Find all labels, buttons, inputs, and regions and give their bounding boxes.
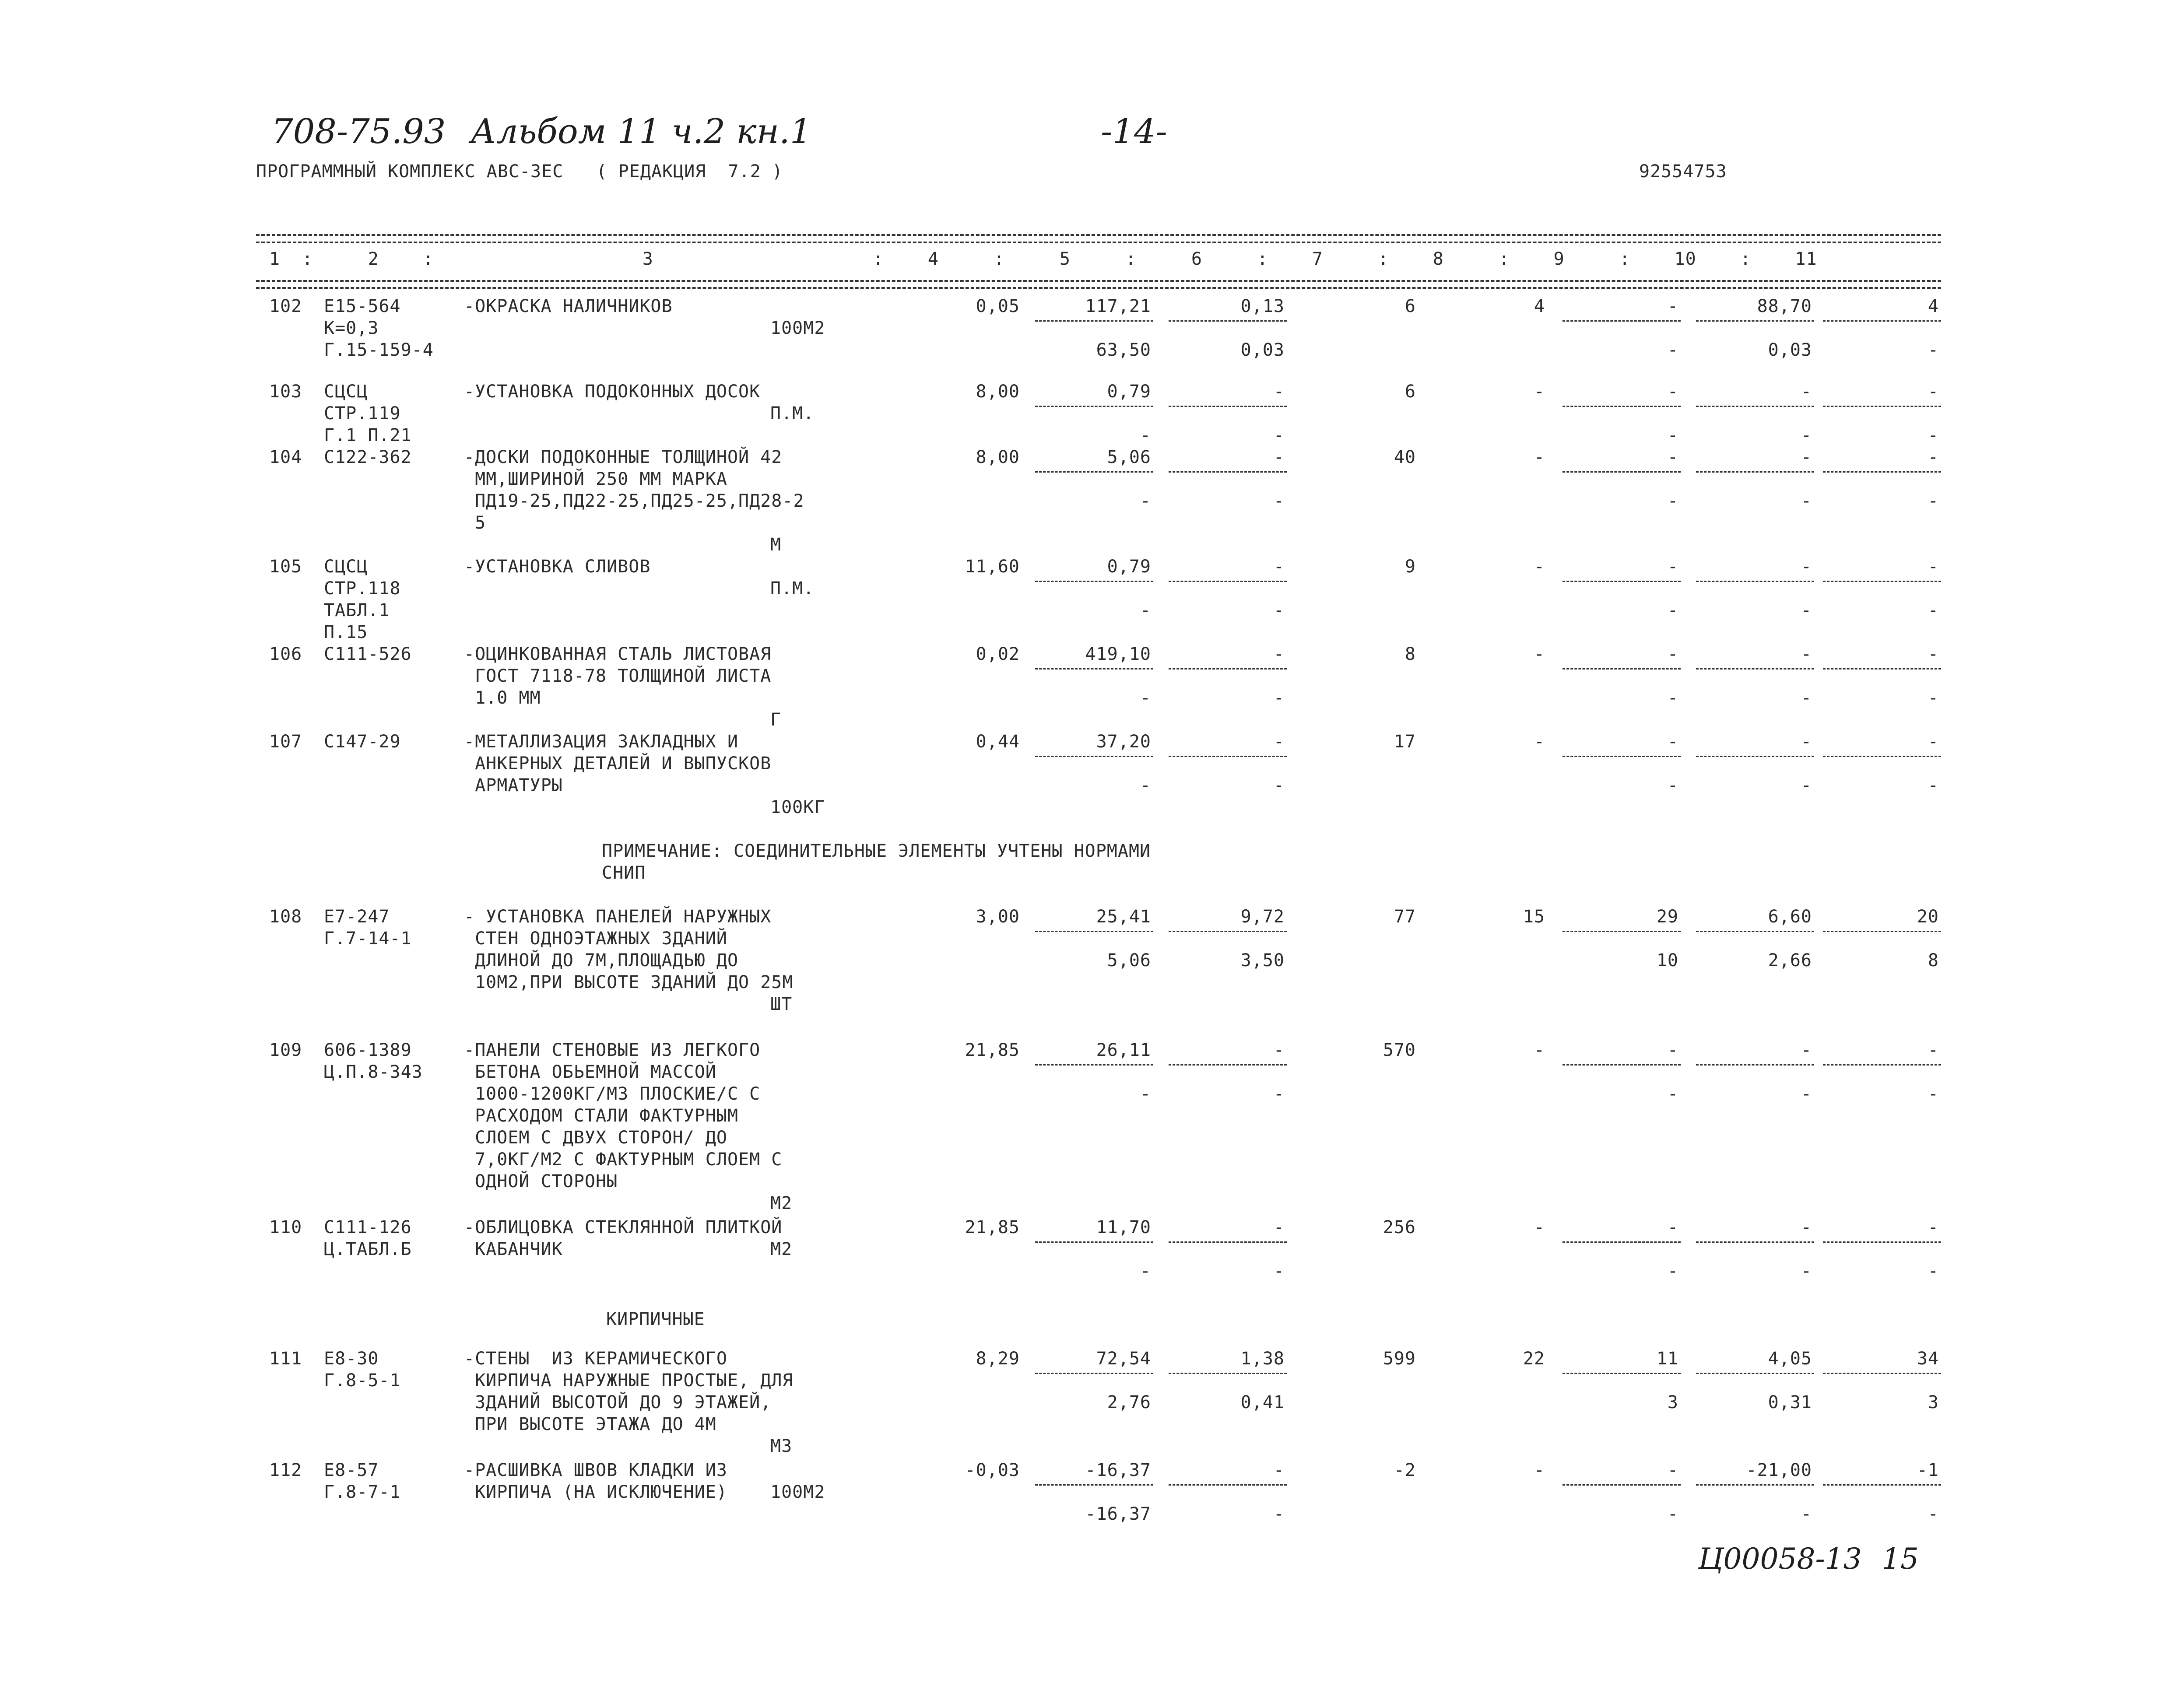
row-description: ЗДАНИЙ ВЫСОТОЙ ДО 9 ЭТАЖЕЙ, [464,1392,772,1413]
col6-value-2: 3,50 [1240,950,1285,971]
col10-separator [1696,756,1814,757]
col5-separator [1035,406,1153,407]
col11-separator [1823,1484,1941,1486]
col9-value: - [1667,1040,1678,1060]
row-code: С147-29 [324,732,401,752]
col10-value: 4,05 [1768,1349,1812,1369]
row-code: Г.8-7-1 [324,1482,401,1502]
col6-value: 1,38 [1240,1349,1285,1369]
row-number: 111 [269,1349,302,1369]
col6-separator [1169,1241,1287,1243]
col10-value-2: - [1801,1261,1812,1281]
col5-separator [1035,581,1153,582]
col10-value: - [1801,644,1812,664]
col6-separator [1169,668,1287,669]
col9-value: - [1667,382,1678,402]
note-text: СНИП [602,863,646,883]
col5-value: -16,37 [1085,1460,1151,1480]
row-number: 110 [269,1217,302,1237]
col6-value: - [1273,1460,1285,1480]
col7-value: 77 [1394,907,1416,927]
col9-value: - [1667,296,1678,316]
col6-value: - [1273,447,1285,467]
col9-value: 29 [1656,907,1678,927]
row-description: 7,0КГ/М2 С ФАКТУРНЫМ СЛОЕМ С [464,1150,783,1170]
col5-separator [1035,931,1153,932]
col5-value: 419,10 [1085,644,1151,664]
col6-value-2: - [1273,425,1285,445]
col11-value: - [1928,732,1939,752]
col9-value: - [1667,447,1678,467]
row-description: ОДНОЙ СТОРОНЫ [464,1171,618,1192]
col10-value-2: - [1801,491,1812,511]
col6-value-2: - [1273,1084,1285,1104]
col9-separator [1563,1241,1681,1243]
page-number: -14- [1101,112,1167,151]
row-code: С111-126 [324,1217,412,1237]
col8-value: 15 [1523,907,1545,927]
row-code: Ц.ТАБЛ.Б [324,1239,412,1259]
col10-value-2: - [1801,425,1812,445]
col9-separator [1563,471,1681,473]
row-number: 103 [269,382,302,402]
col9-value-2: 3 [1667,1392,1678,1413]
row-description: АРМАТУРЫ [464,775,563,796]
col5-separator [1035,756,1153,757]
col5-separator [1035,1241,1153,1243]
col6-value-2: 0,03 [1240,340,1285,360]
col7-value: 6 [1405,296,1416,316]
col10-value: - [1801,732,1812,752]
row-number: 108 [269,907,302,927]
col5-value-2: -16,37 [1085,1504,1151,1524]
col11-separator [1823,471,1941,473]
row-description: 10М2,ПРИ ВЫСОТЕ ЗДАНИЙ ДО 25М [464,972,794,992]
handwritten-stamp: Ц00058-13 [1698,1542,1862,1576]
col9-separator [1563,1064,1681,1066]
col6-separator [1169,320,1287,322]
col5-value: 0,79 [1107,382,1151,402]
col9-value-2: - [1667,340,1678,360]
col7-value: 6 [1405,382,1416,402]
col10-value: 6,60 [1768,907,1812,927]
row-code: СТР.118 [324,578,401,599]
col4-value: 8,00 [976,382,1020,402]
col9-value-2: - [1667,491,1678,511]
col10-separator [1696,1484,1814,1486]
row-description: -ПАНЕЛИ СТЕНОВЫЕ ИЗ ЛЕГКОГО [464,1040,761,1060]
col5-value-2: - [1140,688,1151,708]
col5-value-2: 5,06 [1107,950,1151,971]
col5-value: 11,70 [1096,1217,1151,1237]
col5-value-2: - [1140,1084,1151,1104]
col10-separator [1696,471,1814,473]
row-description: 1.0 ММ [464,688,541,708]
row-code: Г.1 П.21 [324,425,412,445]
col6-value: - [1273,1040,1285,1060]
col10-separator [1696,1241,1814,1243]
col11-value-2: - [1928,600,1939,620]
col11-value: - [1928,1040,1939,1060]
col5-separator [1035,1373,1153,1374]
col11-value-2: - [1928,1084,1939,1104]
col5-value: 0,79 [1107,557,1151,577]
col5-separator [1035,320,1153,322]
col5-separator [1035,1484,1153,1486]
handwritten-page: 15 [1882,1542,1919,1576]
section-title: КИРПИЧНЫЕ [606,1309,705,1329]
col5-value: 117,21 [1085,296,1151,316]
row-description: СТЕН ОДНОЭТАЖНЫХ ЗДАНИЙ [464,929,727,949]
row-description: -ОБЛИЦОВКА СТЕКЛЯННОЙ ПЛИТКОЙ [464,1217,783,1237]
row-number: 107 [269,732,302,752]
row-description: БЕТОНА ОБЬЕМНОЙ МАССОЙ [464,1062,716,1082]
col10-separator [1696,320,1814,322]
col5-separator [1035,471,1153,473]
col10-value: - [1801,1040,1812,1060]
col10-separator [1696,406,1814,407]
col6-value: - [1273,1217,1285,1237]
row-number: 112 [269,1460,302,1480]
col5-value-2: - [1140,491,1151,511]
col11-separator [1823,668,1941,669]
row-unit: М3 [770,1436,793,1456]
col4-value: 21,85 [965,1040,1020,1060]
col5-value-2: - [1140,600,1151,620]
col10-value: - [1801,557,1812,577]
row-unit: П.М. [770,578,815,599]
row-description: КИРПИЧА НАРУЖНЫЕ ПРОСТЫЕ, ДЛЯ [464,1371,794,1391]
row-description: -ОКРАСКА НАЛИЧНИКОВ [464,296,673,316]
row-code: П.15 [324,622,368,642]
row-description: -МЕТАЛЛИЗАЦИЯ ЗАКЛАДНЫХ И [464,732,739,752]
col9-separator [1563,931,1681,932]
col10-value-2: - [1801,688,1812,708]
col11-value: 20 [1917,907,1939,927]
col9-value-2: - [1667,600,1678,620]
col7-value: 599 [1383,1349,1416,1369]
col6-value: - [1273,644,1285,664]
col11-value: - [1928,1217,1939,1237]
row-description: ММ,ШИРИНОЙ 250 ММ МАРКА [464,469,727,489]
row-unit: М2 [770,1239,793,1259]
col10-separator [1696,1373,1814,1374]
col8-value: - [1534,557,1545,577]
row-code: Е8-57 [324,1460,379,1480]
col10-value-2: 2,66 [1768,950,1812,971]
col6-value-2: - [1273,600,1285,620]
row-code: С111-526 [324,644,412,664]
row-code: Г.15-159-4 [324,340,434,360]
col7-value: 570 [1383,1040,1416,1060]
row-description: КИРПИЧА (НА ИСКЛЮЧЕНИЕ) [464,1482,727,1502]
col8-value: - [1534,447,1545,467]
col4-value: 0,44 [976,732,1020,752]
col9-separator [1563,406,1681,407]
col11-separator [1823,581,1941,582]
col4-value: 21,85 [965,1217,1020,1237]
col9-value-2: - [1667,688,1678,708]
col4-value: 0,05 [976,296,1020,316]
col6-value: 9,72 [1240,907,1285,927]
row-code: 606-1389 [324,1040,412,1060]
row-number: 106 [269,644,302,664]
col6-value-2: - [1273,688,1285,708]
row-description: -ДОСКИ ПОДОКОННЫЕ ТОЛЩИНОЙ 42 [464,447,783,467]
row-unit: 100М2 [770,318,825,338]
col9-value-2: - [1667,1261,1678,1281]
col8-value: - [1534,1217,1545,1237]
col9-value-2: 10 [1656,950,1678,971]
handwritten-album: Альбом 11 ч.2 кн.1 [471,112,812,151]
col10-value: - [1801,1217,1812,1237]
note-text: ПРИМЕЧАНИЕ: СОЕДИНИТЕЛЬНЫЕ ЭЛЕМЕНТЫ УЧТЕНЫ НОРМАМИ [602,841,1151,861]
row-description: -РАСШИВКА ШВОВ КЛАДКИ ИЗ [464,1460,727,1480]
row-code: Е7-247 [324,907,390,927]
col7-value: 8 [1405,644,1416,664]
col9-separator [1563,1484,1681,1486]
col9-separator [1563,1373,1681,1374]
col5-separator [1035,1064,1153,1066]
col8-value: - [1534,732,1545,752]
col4-value: 8,29 [976,1349,1020,1369]
col6-value: 0,13 [1240,296,1285,316]
row-description: 5 [464,513,486,533]
row-description: ПРИ ВЫСОТЕ ЭТАЖА ДО 4М [464,1414,716,1434]
col6-value-2: - [1273,1504,1285,1524]
handwritten-code: 708-75.93 [271,112,446,151]
row-code: Г.8-5-1 [324,1371,401,1391]
col11-value: 34 [1917,1349,1939,1369]
col9-value: - [1667,557,1678,577]
row-description: КАБАНЧИК [464,1239,563,1259]
row-unit: П.М. [770,403,815,424]
col6-separator [1169,581,1287,582]
col10-value: - [1801,382,1812,402]
col9-value: 11 [1656,1349,1678,1369]
col9-value: - [1667,732,1678,752]
col10-separator [1696,668,1814,669]
row-description: ДЛИНОЙ ДО 7М,ПЛОЩАДЬЮ ДО [464,950,739,971]
col9-value: - [1667,1460,1678,1480]
col6-value: - [1273,732,1285,752]
col5-value: 37,20 [1096,732,1151,752]
col11-separator [1823,1373,1941,1374]
col10-value-2: - [1801,1504,1812,1524]
row-code: Е8-30 [324,1349,379,1369]
col10-value: 88,70 [1757,296,1812,316]
col6-separator [1169,471,1287,473]
col6-value-2: - [1273,491,1285,511]
col10-value-2: 0,03 [1768,340,1812,360]
row-code: Е15-564 [324,296,401,316]
col8-value: - [1534,1040,1545,1060]
row-code: Г.7-14-1 [324,929,412,949]
table-top-line-2 [256,242,1941,243]
row-number: 105 [269,557,302,577]
col11-value: - [1928,557,1939,577]
col4-value: 0,02 [976,644,1020,664]
col11-separator [1823,1241,1941,1243]
col7-value: -2 [1394,1460,1416,1480]
row-unit: М2 [770,1193,793,1213]
col5-value-2: - [1140,775,1151,796]
col7-value: 256 [1383,1217,1416,1237]
table-top-line [256,234,1941,236]
col6-separator [1169,1064,1287,1066]
col7-value: 17 [1394,732,1416,752]
row-description: РАСХОДОМ СТАЛИ ФАКТУРНЫМ [464,1106,739,1126]
col6-value-2: - [1273,1261,1285,1281]
row-code: СЦСЦ [324,557,368,577]
col9-value: - [1667,1217,1678,1237]
row-description: АНКЕРНЫХ ДЕТАЛЕЙ И ВЫПУСКОВ [464,754,772,774]
col5-value: 72,54 [1096,1349,1151,1369]
col8-value: - [1534,644,1545,664]
row-description: СЛОЕМ С ДВУХ СТОРОН/ ДО [464,1128,727,1148]
col11-separator [1823,320,1941,322]
col5-value: 26,11 [1096,1040,1151,1060]
col11-value-2: - [1928,688,1939,708]
col9-separator [1563,756,1681,757]
col5-value: 5,06 [1107,447,1151,467]
col8-value: - [1534,1460,1545,1480]
col4-value: 3,00 [976,907,1020,927]
col5-value: 25,41 [1096,907,1151,927]
col11-value-2: - [1928,1261,1939,1281]
row-description: - УСТАНОВКА ПАНЕЛЕЙ НАРУЖНЫХ [464,907,772,927]
col5-value-2: 63,50 [1096,340,1151,360]
col11-value: - [1928,382,1939,402]
col6-separator [1169,1484,1287,1486]
col6-separator [1169,1373,1287,1374]
row-unit: Г [770,710,782,730]
row-description: -ОЦИНКОВАННАЯ СТАЛЬ ЛИСТОВАЯ [464,644,772,664]
row-unit: ШТ [770,994,793,1014]
col10-value-2: - [1801,1084,1812,1104]
program-line: ПРОГРАММНЫЙ КОМПЛЕКС АВС-3ЕС ( РЕДАКЦИЯ 7.2 ) [256,161,783,182]
col6-value-2: 0,41 [1240,1392,1285,1413]
col10-value: - [1801,447,1812,467]
col9-separator [1563,668,1681,669]
col7-value: 40 [1394,447,1416,467]
col4-value: 11,60 [965,557,1020,577]
header-bottom-line [256,280,1941,282]
col5-value-2: - [1140,425,1151,445]
col10-separator [1696,581,1814,582]
col6-separator [1169,756,1287,757]
col11-separator [1823,406,1941,407]
row-description: ПД19-25,ПД22-25,ПД25-25,ПД28-2 [464,491,804,511]
col6-value-2: - [1273,775,1285,796]
col5-separator [1035,668,1153,669]
col9-value-2: - [1667,1504,1678,1524]
doc-number: 92554753 [1639,161,1727,182]
row-code: К=0,3 [324,318,379,338]
col11-value-2: - [1928,1504,1939,1524]
col10-value-2: 0,31 [1768,1392,1812,1413]
col7-value: 9 [1405,557,1416,577]
row-unit: М [770,535,782,555]
col9-value: - [1667,644,1678,664]
row-unit: 100М2 [770,1482,825,1502]
row-code: ТАБЛ.1 [324,600,390,620]
col11-value: - [1928,447,1939,467]
column-header-row: 1 : 2 : 3 : 4 : 5 : 6 : 7 : 8 : 9 : 10 : 11 [269,249,1817,269]
row-description: -СТЕНЫ ИЗ КЕРАМИЧЕСКОГО [464,1349,727,1369]
col11-separator [1823,931,1941,932]
header-bottom-line-2 [256,287,1941,289]
row-description: 1000-1200КГ/М3 ПЛОСКИЕ/С С [464,1084,761,1104]
row-description: ГОСТ 7118-78 ТОЛЩИНОЙ ЛИСТА [464,666,772,686]
row-number: 102 [269,296,302,316]
col11-value-2: - [1928,425,1939,445]
row-description: -УСТАНОВКА ПОДОКОННЫХ ДОСОК [464,382,761,402]
col6-separator [1169,931,1287,932]
col10-value-2: - [1801,775,1812,796]
row-description: -УСТАНОВКА СЛИВОВ [464,557,651,577]
col8-value: 22 [1523,1349,1545,1369]
col9-separator [1563,581,1681,582]
col11-separator [1823,756,1941,757]
col11-value: - [1928,644,1939,664]
col6-value: - [1273,557,1285,577]
row-code: С122-362 [324,447,412,467]
col4-value: 8,00 [976,447,1020,467]
row-unit: 100КГ [770,797,825,817]
col11-value-2: 3 [1928,1392,1939,1413]
col10-value-2: - [1801,600,1812,620]
col9-separator [1563,320,1681,322]
col5-value-2: - [1140,1261,1151,1281]
col6-separator [1169,406,1287,407]
row-code: СТР.119 [324,403,401,424]
col6-value: - [1273,382,1285,402]
col5-value-2: 2,76 [1107,1392,1151,1413]
col4-value: -0,03 [965,1460,1020,1480]
col11-value: 4 [1928,296,1939,316]
col11-value-2: - [1928,775,1939,796]
col11-value-2: - [1928,491,1939,511]
col8-value: - [1534,382,1545,402]
col11-separator [1823,1064,1941,1066]
row-code: СЦСЦ [324,382,368,402]
col8-value: 4 [1534,296,1545,316]
col10-value: -21,00 [1746,1460,1812,1480]
row-number: 104 [269,447,302,467]
col9-value-2: - [1667,775,1678,796]
row-number: 109 [269,1040,302,1060]
col11-value-2: 8 [1928,950,1939,971]
col11-value-2: - [1928,340,1939,360]
col11-value: -1 [1917,1460,1939,1480]
col10-separator [1696,1064,1814,1066]
col10-separator [1696,931,1814,932]
col9-value-2: - [1667,425,1678,445]
row-code: Ц.П.8-343 [324,1062,423,1082]
col9-value-2: - [1667,1084,1678,1104]
